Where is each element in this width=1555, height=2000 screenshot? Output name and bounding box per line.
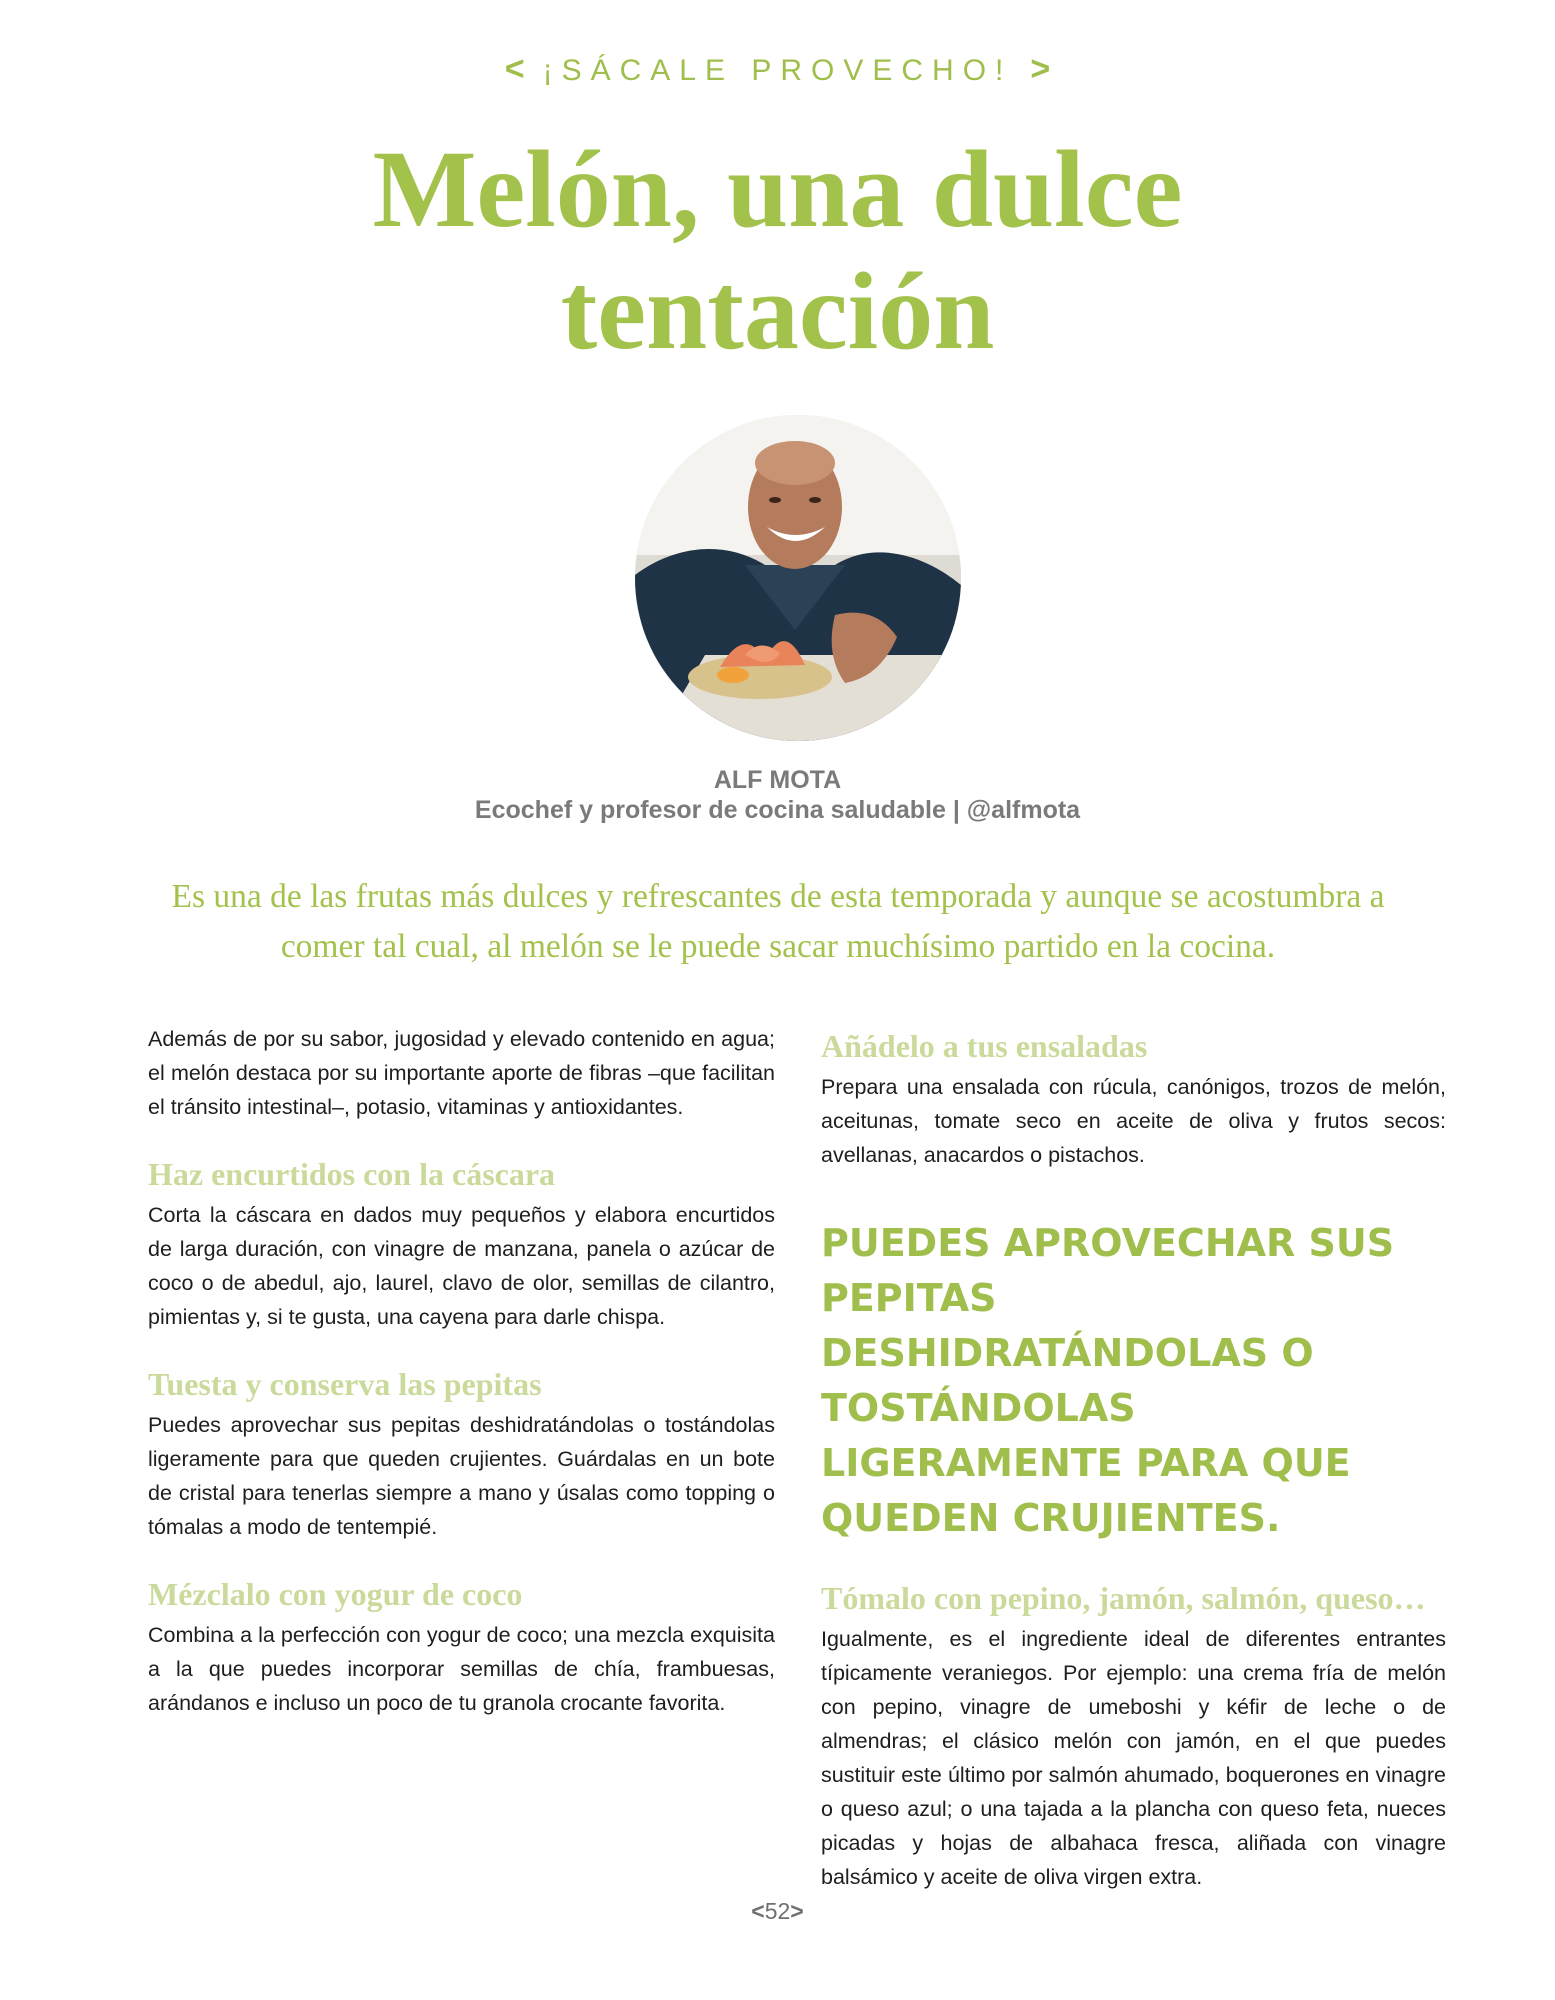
paragraph-pepino: Igualmente, es el ingrediente ideal de diferentes entrantes típicamente veraniegos. Por ejemplo: una crema fría de melón con pepino, vinagre de umeboshi y kéfir de leche o de almendras; el clásico melón con jamón, en el que puedes sustituir este último por salmón ahumado, boquerones en vinagre o queso azul; o una tajada a la plancha con queso feta, nueces picadas y hojas de albahaca fresca, aliñada con vinagre balsámico y aceite de oliva virgen extra. xyxy=(821,1627,1446,1889)
subhead-pepitas: Tuesta y conserva las pepitas xyxy=(148,1366,542,1402)
article-title xyxy=(0,128,1555,372)
page-number xyxy=(0,1898,1555,1925)
right-column xyxy=(821,1022,1446,1894)
paragraph-yogur: Combina a la perfección con yogur de coco; una mezcla exquisita a la que puedes incorporar semillas de chía, frambuesas, arándanos e incluso un poco de tu granola crocante favorita. xyxy=(148,1623,775,1715)
page-number-value: 52 xyxy=(764,1898,791,1924)
paragraph-ensaladas: Prepara una ensalada con rúcula, canónigos, trozos de melón, aceitunas, tomate seco en aceite de oliva y frutos secos: avellanas, anacardos o pistachos. xyxy=(821,1075,1446,1167)
chevron-right-icon: > xyxy=(790,1898,804,1924)
subhead-pepino: Tómalo con pepino, jamón, salmón, queso… xyxy=(821,1580,1426,1616)
pull-quote: PUEDES APROVECHAR SUS PEPITAS DESHIDRATÁNDOLAS O TOSTÁNDOLAS LIGERAMENTE PARA QUE QUEDEN CRUJIENTES. xyxy=(821,1221,1395,1540)
section-kicker xyxy=(0,50,1555,89)
author-photo xyxy=(635,415,961,741)
article-lead: Es una de las frutas más dulces y refrescantes de esta temporada y aunque se acostumbra a comer tal cual, al melón se le puede sacar muchísimo partido en la cocina. xyxy=(171,878,1385,965)
paragraph-pepitas: Puedes aprovechar sus pepitas deshidratándolas o tostándolas ligeramente para que queden crujientes. Guárdalas en un bote de cristal para tenerlas siempre a mano y úsalas como topping o tómalas a modo de tentempié. xyxy=(148,1413,775,1539)
section-kicker-label: ¡SÁCALE PROVECHO! xyxy=(542,54,1013,87)
subhead-encurtidos: Haz encurtidos con la cáscara xyxy=(148,1156,556,1192)
chevron-right-icon: > xyxy=(1030,50,1051,88)
article-title-line-1: Melón, una dulce xyxy=(372,128,1183,250)
article-title-line-2: tentación xyxy=(560,250,995,372)
intro-paragraph: Además de por su sabor, jugosidad y elevado contenido en agua; el melón destaca por su importante aporte de fibras –que facilitan el tránsito intestinal–, potasio, vitaminas y antioxidantes. xyxy=(148,1027,775,1119)
author-name: ALF MOTA xyxy=(713,766,842,794)
left-column xyxy=(148,1022,775,1720)
chevron-left-icon: < xyxy=(504,50,525,88)
paragraph-encurtidos: Corta la cáscara en dados muy pequeños y elabora encurtidos de larga duración, con vinagre de manzana, panela o azúcar de coco o de abedul, ajo, laurel, clavo de olor, semillas de cilantro, pimientas y, si te gusta, una cayena para darle chispa. xyxy=(148,1203,775,1329)
author-role: Ecochef y profesor de cocina saludable | @alfmota xyxy=(474,796,1081,824)
chevron-left-icon: < xyxy=(751,1898,765,1924)
subhead-yogur: Mézclalo con yogur de coco xyxy=(148,1576,523,1612)
subhead-ensaladas: Añádelo a tus ensaladas xyxy=(821,1028,1148,1064)
